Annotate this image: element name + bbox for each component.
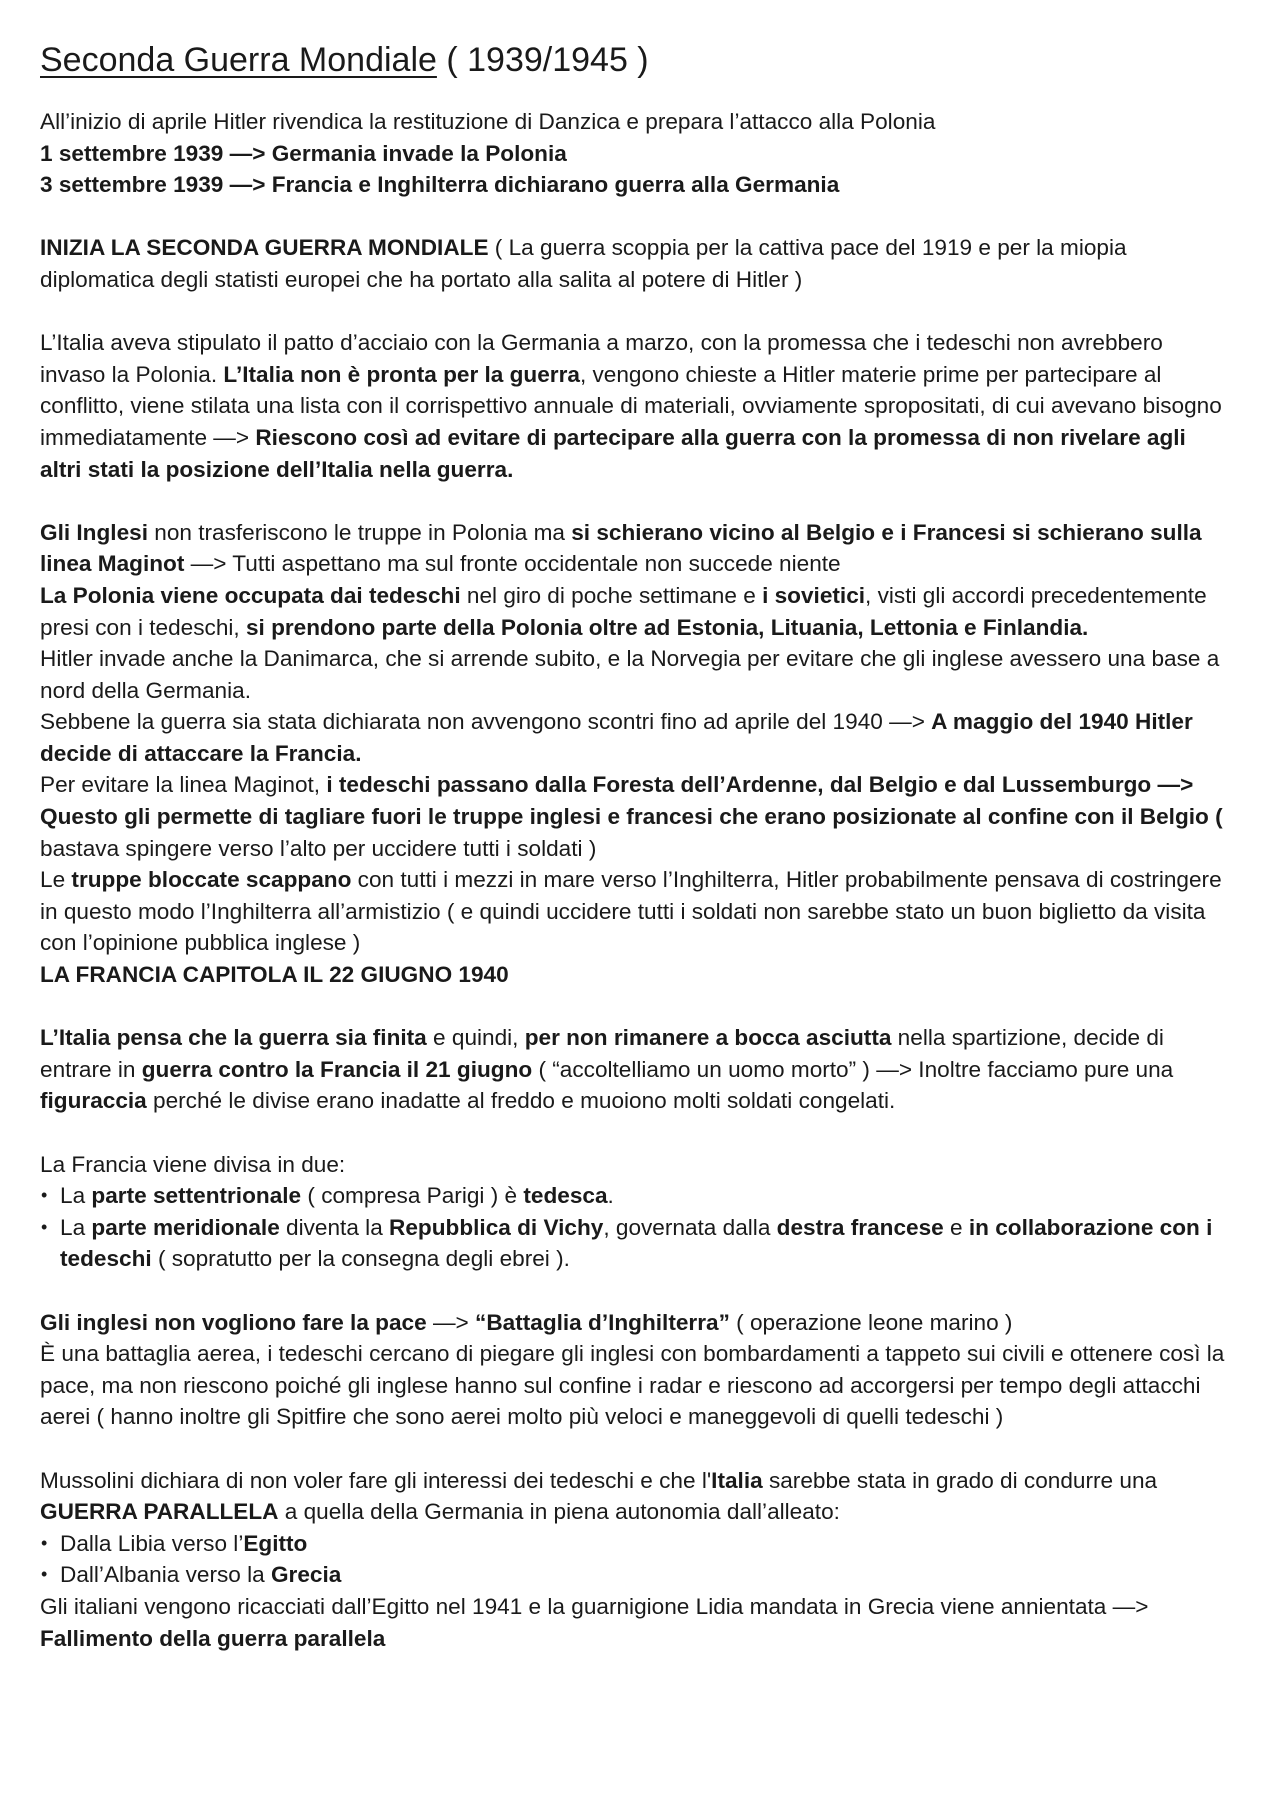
bold-text: i sovietici [762,582,866,608]
bold-text: parte meridionale [91,1214,280,1240]
section-italia-patto [40,327,1232,485]
bold-text: 1 settembre 1939 —> Germania invade la Polonia [40,140,567,166]
paragraph [40,864,1232,959]
paragraph-gap [40,485,1232,517]
paragraph [40,232,1232,295]
text-run: —> [426,1309,476,1335]
bold-text: LA FRANCIA CAPITOLA IL 22 GIUGNO 1940 [40,962,509,988]
text-run: Le [40,867,72,893]
text-run: sarebbe stata in grado di condurre una [762,1467,1158,1493]
text-run: È una battaglia aerea, i tedeschi cercano di piegare gli inglesi con bombardamenti a tappeto sui civili e ottenere così la pace, ma non riescono poiché gli inglese hanno sul confine i radar e riescono ad accorgersi per tempo degli attacchi aerei ( hanno inoltre gli Spitfire che sono aerei molto più veloci e maneggevoli di quelli tedeschi ) [40,1341,1225,1430]
paragraph [40,643,1232,706]
bold-text: Gli Inglesi [40,519,148,545]
paragraph [40,106,1232,138]
text-run: ( La guerra scoppia per la cattiva pace del 1919 e per la miopia diplomatica degli statisti europei che ha portato alla salita al potere di Hitler ) [40,235,1127,292]
paragraph [40,769,1232,864]
bold-text: Grecia [270,1562,342,1588]
section-inizia [40,232,1232,295]
bold-text: INIZIA LA SECONDA GUERRA MONDIALE [40,235,489,261]
text-run: non trasferiscono le truppe in Polonia ma [147,519,572,545]
paragraph [40,138,1232,170]
paragraph-gap [40,296,1232,328]
text-run: Dall’Albania verso la [60,1562,271,1588]
text-run: ( compresa Parigi ) è [301,1183,524,1209]
paragraph-gap [40,1117,1232,1149]
paragraph [40,1022,1232,1117]
bullet-item [40,1180,1232,1212]
paragraph [40,517,1232,580]
text-run: Hitler invade anche la Danimarca, che si arrende subito, e la Norvegia per evitare che gli inglese avessero una base a nord della Germania. [40,646,1220,703]
bold-text: i tedeschi passano dalla Foresta dell’Ardenne, dal Belgio e dal Lussemburgo —> Questo gli permette di tagliare fuori le truppe inglesi e francesi che erano posizionate al confine con il Belgio ( [40,772,1223,830]
paragraph [40,1149,1232,1181]
text-run: ( sopratutto per la consegna degli ebrei ). [151,1246,570,1272]
bold-text: Gli inglesi non vogliono fare la pace [40,1309,427,1335]
paragraph [40,959,1232,991]
text-run: —> Tutti aspettano ma sul fronte occidentale non succede niente [184,551,841,577]
bold-text: GUERRA PARALLELA [40,1499,279,1525]
paragraph [40,169,1232,201]
title-main: Seconda Guerra Mondiale [40,41,437,79]
document-body [40,106,1232,1654]
bold-text: Egitto [243,1530,308,1556]
text-run: e [943,1214,969,1240]
bullet-item [40,1212,1232,1275]
paragraph [40,580,1232,643]
bold-text: Riescono così ad evitare di partecipare alla guerra con la promessa di non rivelare agli altri stati la posizione dell’Italia nella guerra. [40,424,1186,482]
text-run: , governata dalla [603,1214,777,1240]
bold-text: truppe bloccate scappano [71,867,352,893]
text-run: diventa la [279,1214,390,1240]
bold-text: si prendono parte della Polonia oltre ad Estonia, Lituania, Lettonia e Finlandia. [245,614,1089,640]
section-italia-entra [40,1022,1232,1117]
text-run: La [60,1214,92,1240]
bold-text: tedesca [523,1183,608,1209]
text-run: a quella della Germania in piena autonomia dall’alleato: [278,1499,840,1525]
page-title [40,36,1232,84]
bold-text: Fallimento della guerra parallela [40,1625,386,1651]
bold-text: destra francese [776,1214,944,1240]
bold-text: A maggio del 1940 Hitler decide di attaccare la Francia. [40,709,1193,766]
text-run: nel giro di poche settimane e [460,582,763,608]
bold-text: per non rimanere a bocca asciutta [524,1025,892,1051]
bold-text: La Polonia viene occupata dai tedeschi [40,582,461,608]
text-run: La Francia viene divisa in due: [40,1151,346,1177]
bullet-item [40,1559,1232,1591]
paragraph [40,327,1232,485]
paragraph-gap [40,201,1232,233]
bold-text: parte settentrionale [91,1183,302,1209]
paragraph [40,1338,1232,1433]
paragraph-gap [40,1433,1232,1465]
bold-text: Repubblica di Vichy [389,1214,604,1240]
text-run: L’Italia aveva stipulato il patto d’acciaio con la Germania a marzo, con la promessa che i tedeschi non avrebbero invaso la Polonia. [40,330,1163,387]
text-run: con tutti i mezzi in mare verso l’Inghilterra, Hitler probabilmente pensava di costringere in questo modo l’Inghilterra all’armistizio ( e quindi uccidere tutti i soldati non sarebbe stato un buon biglietto da visita con l’opinione pubblica inglese ) [40,867,1222,956]
text-run: , vengono chieste a Hitler materie prime per partecipare al conflitto, viene stilata una lista con il corrispettivo annuale di materiali, ovviamente spropositati, di cui avevano bisogno immediatamente —> [40,361,1222,450]
section-francia-divisa [40,1149,1232,1275]
bullet-list [40,1180,1232,1275]
section-intro [40,106,1232,201]
text-run: nella spartizione, decide di entrare in [40,1025,1164,1082]
text-run: Per evitare la linea Maginot, [40,772,327,798]
paragraph-gap [40,1275,1232,1307]
text-run: Gli italiani vengono ricacciati dall’Egitto nel 1941 e la guarnigione Lidia mandata in Grecia viene annientata —> [40,1593,1149,1619]
bold-text: in collaborazione con i tedeschi [60,1214,1213,1272]
bold-text: Italia [711,1467,763,1493]
bullet-list [40,1528,1232,1591]
bold-text: L’Italia non è pronta per la guerra [223,361,580,387]
bold-text: “Battaglia d’Inghilterra” [475,1309,730,1335]
paragraph [40,1591,1232,1654]
text-run: , visti gli accordi precedentemente presi con i tedeschi, [40,582,1207,640]
text-run: Dalla Libia verso l’ [60,1530,244,1556]
text-run: ( operazione leone marino ) [729,1309,1013,1335]
text-run: Sebbene la guerra sia stata dichiarata non avvengono scontri fino ad aprile del 1940 —> [40,709,932,735]
bold-text: 3 settembre 1939 —> Francia e Inghilterra dichiarano guerra alla Germania [40,172,840,198]
text-run: La [60,1183,92,1209]
section-battaglia [40,1307,1232,1433]
bold-text: figuraccia [40,1088,147,1114]
title-years: ( 1939/1945 ) [436,41,649,79]
text-run: perché le divise erano inadatte al freddo e muoiono molti soldati congelati. [146,1088,896,1114]
text-run: . [607,1183,614,1209]
paragraph [40,1307,1232,1339]
paragraph [40,1465,1232,1528]
text-run: Mussolini dichiara di non voler fare gli interessi dei tedeschi e che l' [40,1467,712,1493]
bold-text: guerra contro la Francia il 21 giugno [141,1056,533,1082]
section-fronte [40,517,1232,991]
text-run: All’inizio di aprile Hitler rivendica la restituzione di Danzica e prepara l’attacco alla Polonia [40,109,936,134]
bold-text: si schierano vicino al Belgio e i Francesi si schierano sulla linea Maginot [40,519,1202,577]
paragraph [40,706,1232,769]
bold-text: L’Italia pensa che la guerra sia finita [40,1025,427,1051]
paragraph-gap [40,991,1232,1023]
text-run: e quindi, [426,1025,525,1051]
section-parallela [40,1465,1232,1655]
bullet-item [40,1528,1232,1560]
text-run: bastava spingere verso l’alto per uccidere tutti i soldati ) [40,835,597,861]
text-run: ( “accoltelliamo un uomo morto” ) —> Inoltre facciamo pure una [532,1056,1174,1082]
